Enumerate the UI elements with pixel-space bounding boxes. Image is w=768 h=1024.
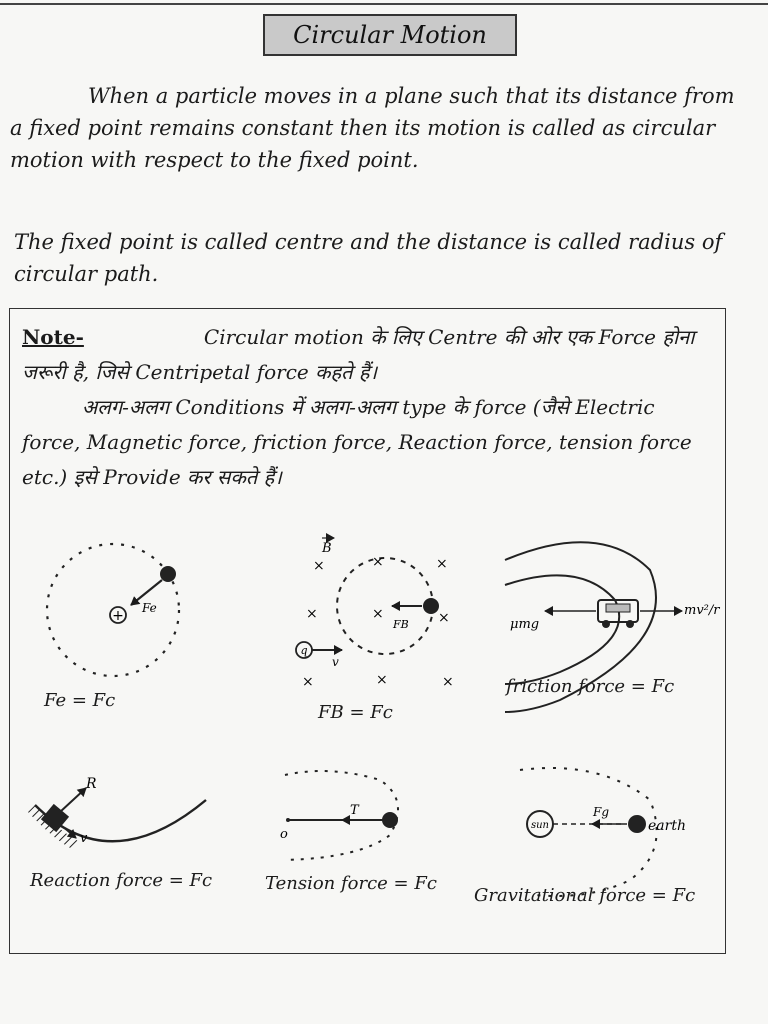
tension-force-diagram [280,771,398,860]
charge-label: q [300,644,308,657]
particle [382,812,398,828]
page-title: Circular Motion [263,14,517,56]
origin-label: o [280,827,288,842]
magnetic-force-diagram [296,538,454,690]
intro-text: When a particle moves in a plane such that its distance from a fixed point remains constant then its motion is called as circular motion with respect to the fixed point. [10,84,735,172]
electric-force-diagram [47,544,179,676]
field-symbol: × [438,610,450,626]
tension-label: T [350,803,359,818]
note-line-1: Circular motion के लिए Centre की ओर एक Force होना जरूरी है, जिसे Centripetal force कहते हैं। [22,325,695,384]
note-label: Note- [22,325,84,349]
particle [160,566,176,582]
friction-label: μmg [510,617,540,632]
sun-label: sun [530,820,550,831]
gravity-label: Fg [593,805,610,819]
gravitational-force-diagram [520,768,686,896]
field-symbol: × [372,606,384,622]
definition-paragraph: The fixed point is called centre and the distance is called radius of circular path. [14,230,723,286]
field-symbol: × [372,554,384,570]
magnetic-caption: FB = Fc [318,702,393,723]
field-symbol: × [313,558,325,574]
centrifugal-label: mv²/r [684,603,720,618]
car-window [606,604,630,612]
car-wheel [626,620,634,628]
note-line-2: अलग-अलग Conditions में अलग-अलग type के force (जैसे Electric force, Magnetic force, friction force, Reaction force, tension force etc.) इसे Provide कर सकते हैं। [22,395,692,489]
field-symbol: × [442,674,454,690]
force-label: Fe [142,601,157,615]
earth-label: earth [648,818,686,834]
reaction-force-diagram [28,776,206,850]
friction-caption: friction force = Fc [506,676,675,697]
field-symbol: × [306,606,318,622]
tension-caption: Tension force = Fc [265,873,437,894]
field-label: B [322,541,332,556]
particle [423,598,439,614]
normal-label: R [86,776,97,792]
velocity-label: v [80,831,88,846]
circular-path [285,771,398,860]
earth-icon [628,815,646,833]
center-symbol: + [112,608,124,624]
field-symbol: × [376,672,388,688]
field-symbol: × [436,556,448,572]
reaction-caption: Reaction force = Fc [30,870,213,891]
normal-arrow [60,788,86,812]
gravitational-caption: Gravitational force = Fc [474,885,696,906]
velocity-label: v [332,655,339,669]
field-symbol: × [302,674,314,690]
electric-caption: Fe = Fc [44,690,116,711]
force-label: FB [393,618,409,631]
car-wheel [602,620,610,628]
